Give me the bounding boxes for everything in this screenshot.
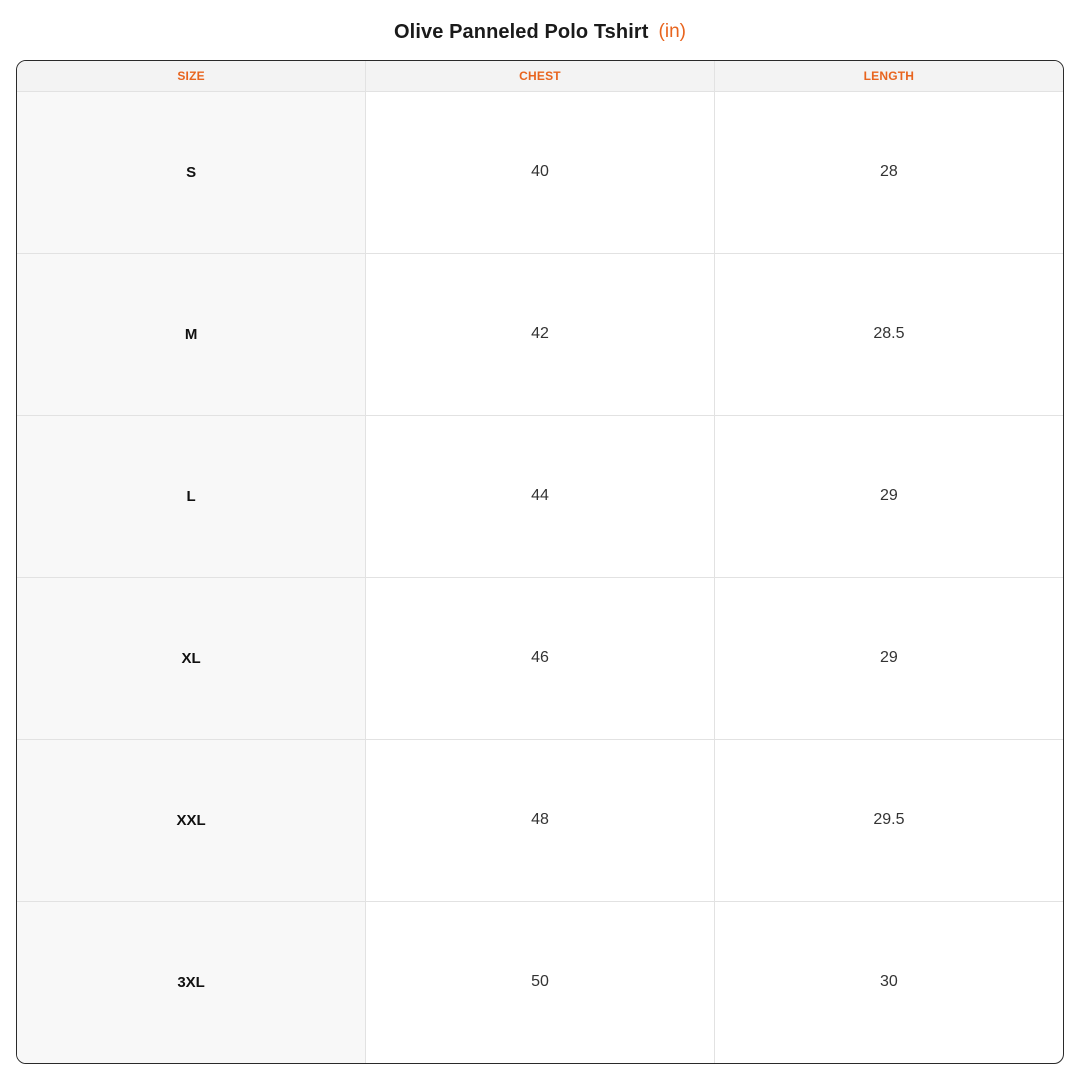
size-cell: XL [17, 577, 366, 739]
chest-cell: 48 [366, 739, 715, 901]
column-header-size: SIZE [17, 61, 366, 91]
size-table [17, 61, 1063, 1063]
length-cell: 28.5 [714, 253, 1063, 415]
size-cell: 3XL [17, 901, 366, 1063]
size-chart-table [16, 60, 1064, 1064]
chest-cell: 40 [366, 91, 715, 253]
table-header [17, 61, 1063, 91]
table-row [17, 739, 1063, 901]
size-cell: M [17, 253, 366, 415]
chest-cell: 46 [366, 577, 715, 739]
length-cell: 30 [714, 901, 1063, 1063]
column-header-length: LENGTH [714, 61, 1063, 91]
table-row [17, 415, 1063, 577]
table-row [17, 901, 1063, 1063]
table-body [17, 91, 1063, 1063]
chest-cell: 44 [366, 415, 715, 577]
table-row [17, 577, 1063, 739]
product-title: Olive Panneled Polo Tshirt [394, 20, 649, 43]
table-row [17, 253, 1063, 415]
size-cell: L [17, 415, 366, 577]
length-cell: 29 [714, 577, 1063, 739]
length-cell: 29.5 [714, 739, 1063, 901]
header-row [17, 61, 1063, 91]
size-cell: XXL [17, 739, 366, 901]
chest-cell: 50 [366, 901, 715, 1063]
unit-label: (in) [658, 21, 686, 42]
size-chart-title [0, 16, 1080, 48]
table-row [17, 91, 1063, 253]
chest-cell: 42 [366, 253, 715, 415]
length-cell: 29 [714, 415, 1063, 577]
column-header-chest: CHEST [366, 61, 715, 91]
size-cell: S [17, 91, 366, 253]
length-cell: 28 [714, 91, 1063, 253]
